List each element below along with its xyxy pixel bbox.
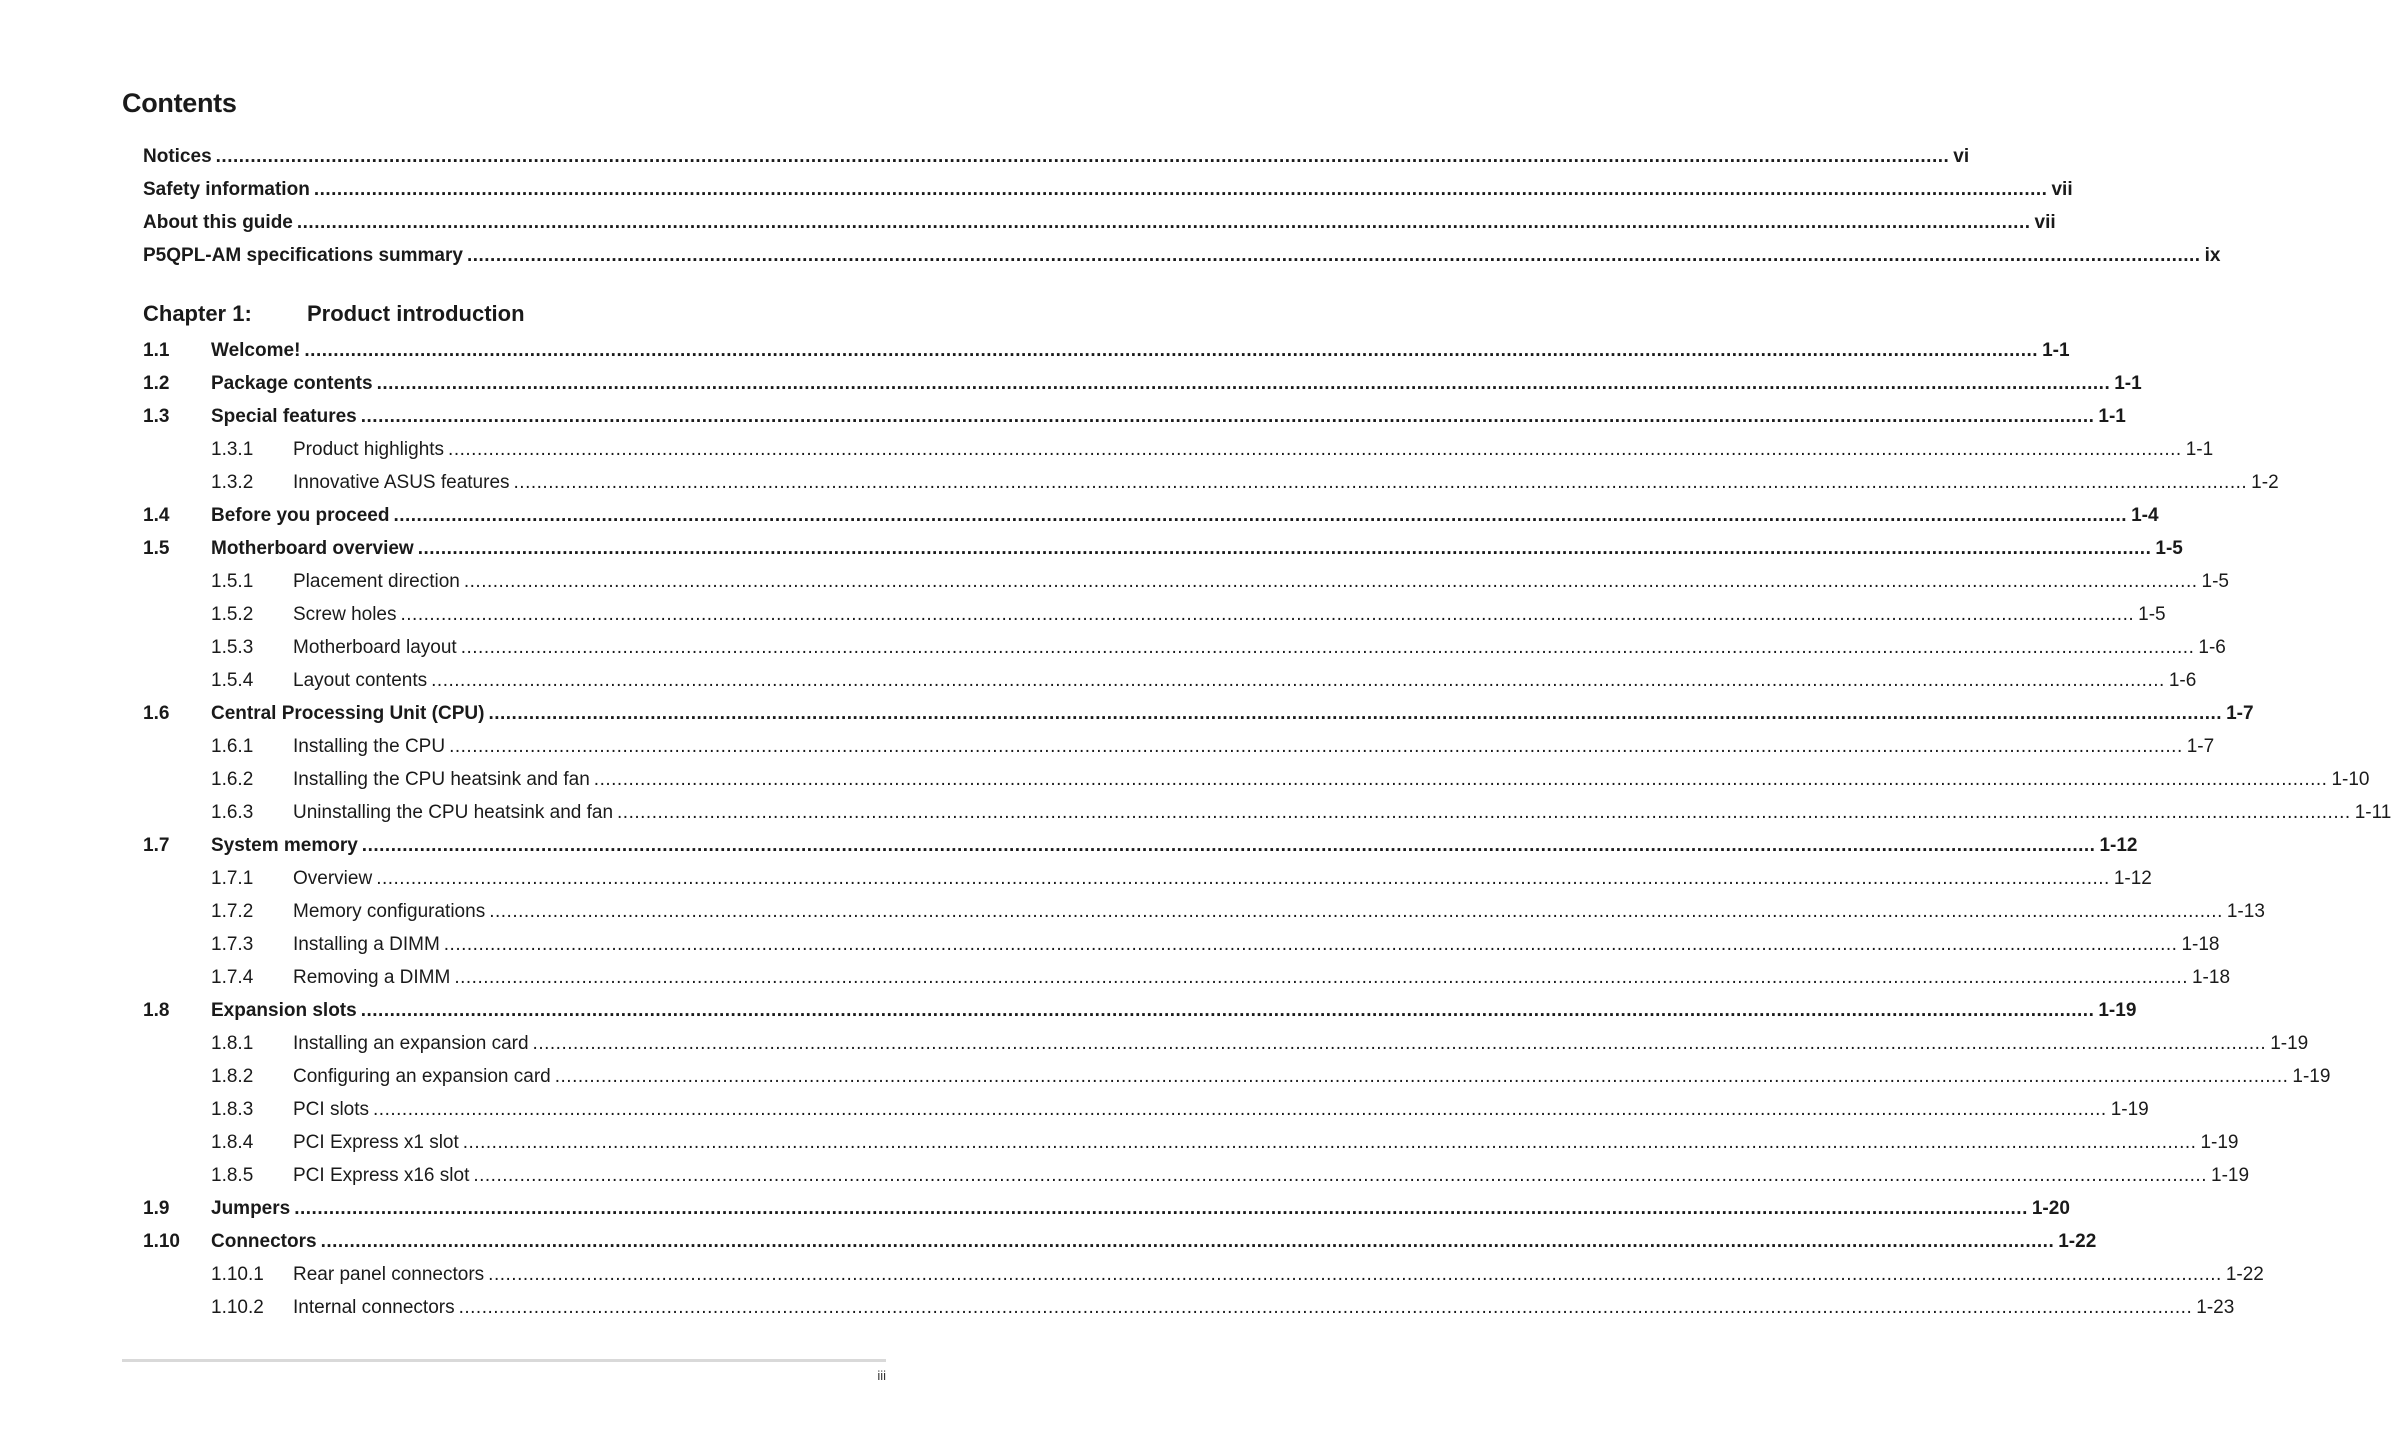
toc-entry-label: Welcome!	[211, 340, 301, 361]
toc-entry-label: Expansion slots	[211, 1000, 357, 1021]
toc-entry-page: 1-5	[2201, 571, 2229, 592]
chapter-1-list	[143, 283, 2391, 1324]
toc-entry-page: 1-18	[2181, 934, 2220, 955]
toc-entry[interactable]	[143, 1060, 2331, 1093]
toc-entry[interactable]	[143, 961, 2231, 994]
toc-entry-number: 1.7.4	[211, 967, 254, 988]
dot-leader: ............................................................................................................................................................................................................................................................................................................	[304, 340, 2039, 361]
toc-entry-number: 1.10	[143, 1231, 180, 1252]
page-number: iii	[877, 1368, 886, 1383]
toc-entry-label: Installing an expansion card	[293, 1033, 529, 1054]
toc-entry-number: 1.3.1	[211, 439, 254, 460]
dot-leader: ............................................................................................................................................................................................................................................................................................................	[376, 868, 2110, 889]
toc-entry-page: vii	[2034, 212, 2056, 233]
toc-entry-number: 1.5.2	[211, 604, 254, 625]
toc-entry[interactable]	[143, 895, 2265, 928]
toc-entry-label: Configuring an expansion card	[293, 1066, 551, 1087]
toc-entry-label: Motherboard layout	[293, 637, 457, 658]
toc-entry-number: 1.10.2	[211, 1297, 264, 1318]
toc-entry-page: 1-19	[2098, 1000, 2137, 1021]
toc-entry-number: 1.3	[143, 406, 170, 427]
toc-entry-page: 1-18	[2191, 967, 2231, 988]
toc-entry-page: 1-7	[2186, 736, 2215, 757]
toc-entry-number: 1.8	[143, 1000, 170, 1021]
toc-entry[interactable]	[143, 763, 2370, 796]
toc-entry[interactable]	[143, 862, 2152, 895]
toc-entry-number: 1.5	[143, 538, 170, 559]
toc-entry-page: 1-19	[2270, 1033, 2309, 1054]
toc-entry[interactable]	[143, 499, 2159, 532]
toc-entry-page: 1-19	[2292, 1066, 2331, 1087]
toc-entry-number: 1.6	[143, 703, 170, 724]
toc-entry-page: 1-1	[2042, 340, 2070, 361]
dot-leader: ............................................................................................................................................................................................................................................................................................................	[360, 406, 2095, 427]
dot-leader: ............................................................................................................................................................................................................................................................................................................	[417, 538, 2152, 559]
dot-leader: ............................................................................................................................................................................................................................................................................................................	[466, 245, 2201, 266]
toc-entry-label: Jumpers	[211, 1198, 291, 1219]
toc-entry-page: 1-19	[2110, 1099, 2149, 1120]
dot-leader: ............................................................................................................................................................................................................................................................................................................	[313, 179, 2048, 200]
toc-entry-page: 1-12	[2113, 868, 2152, 889]
toc-entry[interactable]	[143, 631, 2226, 664]
toc-entry-page: 1-19	[2211, 1165, 2250, 1186]
dot-leader: ............................................................................................................................................................................................................................................................................................................	[593, 769, 2328, 790]
toc-entry[interactable]	[143, 1192, 2070, 1225]
toc-entry-page: 1-1	[2098, 406, 2126, 427]
toc-entry-label: Innovative ASUS features	[293, 472, 510, 493]
toc-entry-number: 1.8.5	[211, 1165, 254, 1186]
toc-entry-number: 1.4	[143, 505, 170, 526]
toc-entry-label: PCI Express x1 slot	[293, 1132, 459, 1153]
toc-entry-number: 1.3.2	[211, 472, 254, 493]
dot-leader: ............................................................................................................................................................................................................................................................................................................	[488, 703, 2223, 724]
dot-leader: ............................................................................................................................................................................................................................................................................................................	[360, 1000, 2095, 1021]
dot-leader: ............................................................................................................................................................................................................................................................................................................	[458, 1297, 2193, 1318]
toc-entry-number: 1.6.2	[211, 769, 254, 790]
toc-entry-label: Removing a DIMM	[293, 967, 451, 988]
toc-entry-number: 1.2	[143, 373, 170, 394]
toc-entry-page: 1-1	[2114, 373, 2142, 394]
toc-entry-label: Memory configurations	[293, 901, 486, 922]
toc-entry-label: Installing the CPU	[293, 736, 446, 757]
chapter-heading	[143, 295, 804, 333]
toc-entry-number: 1.6.3	[211, 802, 254, 823]
toc-entry[interactable]	[143, 796, 2391, 829]
toc-entry[interactable]	[143, 466, 2279, 499]
toc-entry-number: 1.7.1	[211, 868, 254, 889]
chapter-title: Product introduction	[307, 301, 525, 326]
toc-entry-label: Motherboard overview	[211, 538, 414, 559]
dot-leader: ............................................................................................................................................................................................................................................................................................................	[215, 146, 1950, 167]
toc-entry-label: Placement direction	[293, 571, 460, 592]
dot-leader: ............................................................................................................................................................................................................................................................................................................	[373, 1099, 2107, 1120]
toc-entry-number: 1.8.2	[211, 1066, 254, 1087]
toc-entry-page: 1-13	[2226, 901, 2265, 922]
toc-entry-number: 1.8.4	[211, 1132, 254, 1153]
dot-leader: ............................................................................................................................................................................................................................................................................................................	[617, 802, 2351, 823]
dot-leader: ............................................................................................................................................................................................................................................................................................................	[449, 736, 2183, 757]
dot-leader: ............................................................................................................................................................................................................................................................................................................	[513, 472, 2248, 493]
toc-entry-page: 1-19	[2200, 1132, 2239, 1153]
toc-entry-label: PCI Express x16 slot	[293, 1165, 470, 1186]
dot-leader: ............................................................................................................................................................................................................................................................................................................	[463, 571, 2198, 592]
toc-entry[interactable]	[143, 1291, 2235, 1324]
toc-entry-page: 1-7	[2226, 703, 2254, 724]
toc-entry-label: About this guide	[143, 212, 293, 233]
toc-entry-page: 1-20	[2031, 1198, 2070, 1219]
toc-entry-label: P5QPL-AM specifications summary	[143, 245, 463, 266]
toc-entry-page: 1-2	[2251, 472, 2279, 493]
toc-entry-number: 1.8.1	[211, 1033, 254, 1054]
toc-entry-label: Layout contents	[293, 670, 428, 691]
toc-entry[interactable]	[143, 1159, 2250, 1192]
toc-entry-label: Before you proceed	[211, 505, 390, 526]
toc-entry-label: System memory	[211, 835, 358, 856]
toc-entry-page: 1-4	[2131, 505, 2159, 526]
toc-entry[interactable]	[143, 664, 2197, 697]
toc-entry[interactable]	[143, 598, 2166, 631]
toc-entry-page: 1-1	[2185, 439, 2214, 460]
toc-entry-number: 1.9	[143, 1198, 170, 1219]
toc-entry-number: 1.8.3	[211, 1099, 254, 1120]
dot-leader: ............................................................................................................................................................................................................................................................................................................	[376, 373, 2111, 394]
toc-entry-page: 1-6	[2198, 637, 2226, 658]
toc-entry[interactable]	[143, 334, 2070, 367]
toc-entry-number: 1.7	[143, 835, 170, 856]
toc-entry[interactable]	[143, 400, 2126, 433]
toc-entry-label: Installing a DIMM	[293, 934, 440, 955]
toc-entry-label: Product highlights	[293, 439, 445, 460]
toc-entry-number: 1.10.1	[211, 1264, 264, 1285]
toc-entry-number: 1.7.3	[211, 934, 254, 955]
toc-entry-label: Uninstalling the CPU heatsink and fan	[293, 802, 614, 823]
toc-entry-page: vii	[2051, 179, 2073, 200]
toc-entry-page: 1-12	[2099, 835, 2138, 856]
dot-leader: ............................................................................................................................................................................................................................................................................................................	[473, 1165, 2207, 1186]
dot-leader: ............................................................................................................................................................................................................................................................................................................	[361, 835, 2096, 856]
toc-entry[interactable]	[143, 565, 2229, 598]
toc-entry[interactable]	[143, 730, 2215, 763]
toc-entry[interactable]	[143, 173, 2073, 206]
toc-entry[interactable]	[143, 1027, 2309, 1060]
toc-entry-page: ix	[2204, 245, 2221, 266]
dot-leader: ............................................................................................................................................................................................................................................................................................................	[431, 670, 2165, 691]
toc-entry-page: vi	[1953, 146, 1970, 167]
dot-leader: ............................................................................................................................................................................................................................................................................................................	[443, 934, 2178, 955]
toc-entry-number: 1.6.1	[211, 736, 254, 757]
dot-leader: ............................................................................................................................................................................................................................................................................................................	[532, 1033, 2267, 1054]
chapter-number: Chapter 1:	[143, 301, 252, 326]
toc-entry-label: Special features	[211, 406, 357, 427]
toc-entry-label: Screw holes	[293, 604, 397, 625]
front-matter-list	[143, 140, 2221, 272]
dot-leader: ............................................................................................................................................................................................................................................................................................................	[400, 604, 2135, 625]
toc-entry-label: Safety information	[143, 179, 310, 200]
toc-entry[interactable]	[143, 994, 2137, 1027]
toc-entry-label: Package contents	[211, 373, 373, 394]
dot-leader: ............................................................................................................................................................................................................................................................................................................	[460, 637, 2195, 658]
toc-entry-label: Central Processing Unit (CPU)	[211, 703, 485, 724]
toc-entry-page: 1-5	[2155, 538, 2183, 559]
toc-entry-page: 1-5	[2138, 604, 2166, 625]
dot-leader: ............................................................................................................................................................................................................................................................................................................	[462, 1132, 2197, 1153]
toc-entry-number: 1.1	[143, 340, 170, 361]
dot-leader: ............................................................................................................................................................................................................................................................................................................	[393, 505, 2128, 526]
toc-entry[interactable]	[143, 1126, 2239, 1159]
dot-leader: ............................................................................................................................................................................................................................................................................................................	[320, 1231, 2055, 1252]
toc-entry[interactable]	[143, 697, 2254, 730]
toc-entry[interactable]	[143, 140, 1970, 173]
toc-entry[interactable]	[143, 1225, 2097, 1258]
dot-leader: ............................................................................................................................................................................................................................................................................................................	[296, 212, 2031, 233]
dot-leader: ............................................................................................................................................................................................................................................................................................................	[454, 967, 2188, 988]
toc-entry-page: 1-11	[2354, 802, 2391, 823]
toc-entry[interactable]	[143, 1093, 2149, 1126]
toc-entry[interactable]	[143, 367, 2142, 400]
toc-entry-number: 1.5.4	[211, 670, 254, 691]
toc-entry-label: Rear panel connectors	[293, 1264, 485, 1285]
dot-leader: ............................................................................................................................................................................................................................................................................................................	[448, 439, 2182, 460]
toc-entry-label: Internal connectors	[293, 1297, 455, 1318]
toc-entry-number: 1.5.3	[211, 637, 254, 658]
toc-entries	[143, 334, 2391, 1324]
toc-entry-number: 1.7.2	[211, 901, 254, 922]
dot-leader: ............................................................................................................................................................................................................................................................................................................	[489, 901, 2223, 922]
toc-entry-label: Notices	[143, 146, 212, 167]
dot-leader: ............................................................................................................................................................................................................................................................................................................	[554, 1066, 2289, 1087]
page-title: Contents	[122, 88, 237, 118]
toc-entry[interactable]	[143, 206, 2056, 239]
toc-entry[interactable]	[143, 829, 2138, 862]
toc-entry-page: 1-22	[2225, 1264, 2264, 1285]
toc-entry[interactable]	[143, 1258, 2264, 1291]
footer-rule	[122, 1359, 886, 1362]
toc-entry[interactable]	[143, 928, 2220, 961]
dot-leader: ............................................................................................................................................................................................................................................................................................................	[294, 1198, 2028, 1219]
toc-entry[interactable]	[143, 433, 2214, 466]
toc-entry[interactable]	[143, 532, 2183, 565]
toc-entry-page: 1-6	[2168, 670, 2197, 691]
toc-entry-page: 1-22	[2058, 1231, 2097, 1252]
toc-entry-label: Connectors	[211, 1231, 317, 1252]
toc-entry-page: 1-23	[2196, 1297, 2235, 1318]
toc-entry-label: Overview	[293, 868, 373, 889]
toc-entry-page: 1-10	[2331, 769, 2370, 790]
toc-entry[interactable]	[143, 239, 2221, 272]
toc-entry-label: Installing the CPU heatsink and fan	[293, 769, 590, 790]
toc-entry-label: PCI slots	[293, 1099, 370, 1120]
dot-leader: ............................................................................................................................................................................................................................................................................................................	[488, 1264, 2222, 1285]
toc-entry-number: 1.5.1	[211, 571, 254, 592]
